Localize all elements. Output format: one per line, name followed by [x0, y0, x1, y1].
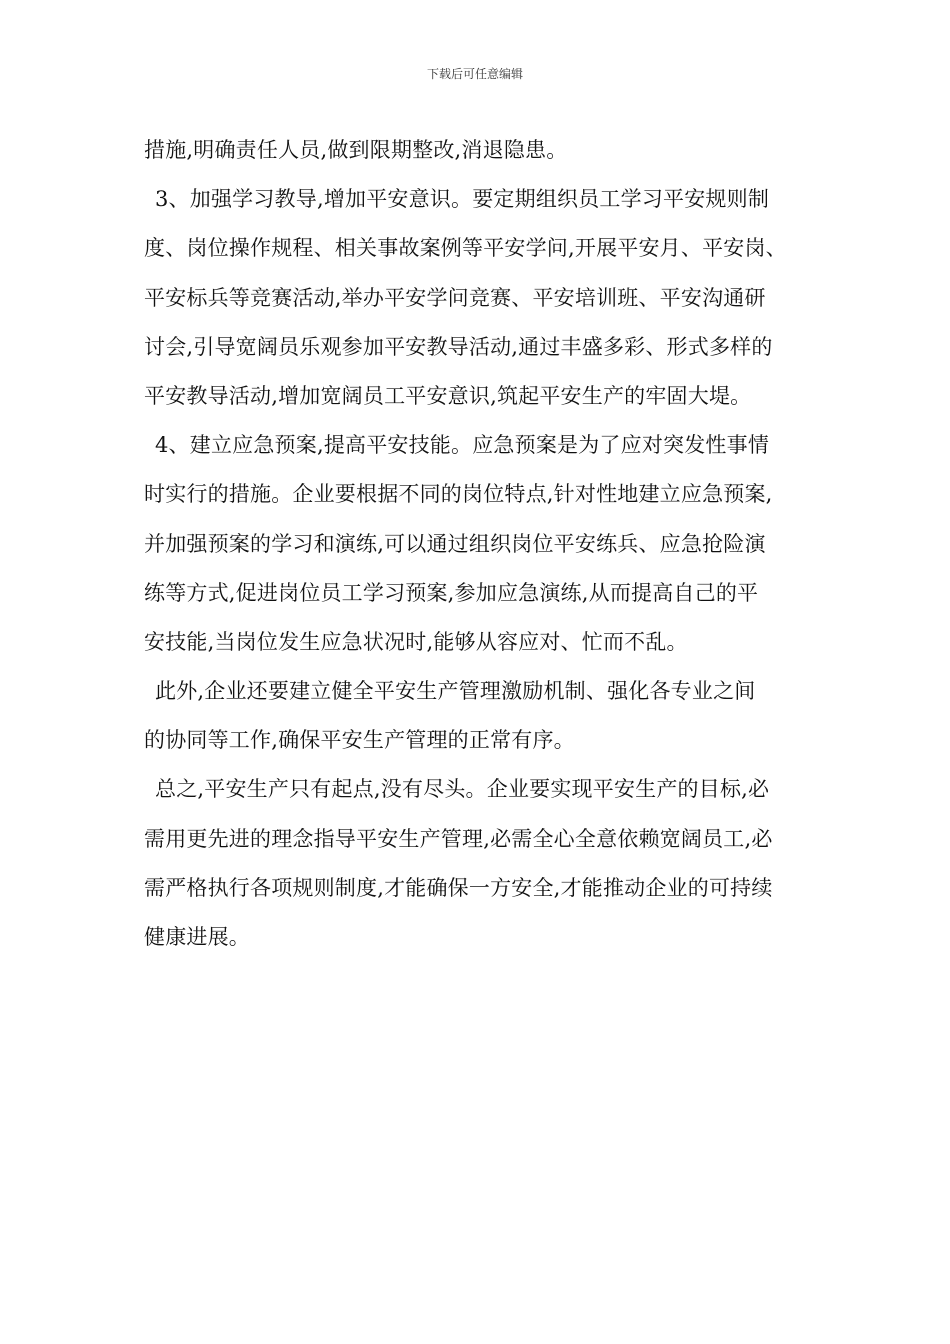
text-line: 需用更先进的理念指导平安生产管理,必需全心全意依赖宽阔员工,必	[144, 826, 773, 851]
document-body	[144, 130, 820, 966]
text-line: 4、建立应急预案,提高平安技能。应急预案是为了应对突发性事情	[155, 433, 770, 458]
text-line: 练等方式,促进岗位员工学习预案,参加应急演练,从而提高自己的平	[144, 580, 759, 605]
text-line: 的协同等工作,确保平安生产管理的正常有序。	[144, 728, 575, 753]
text-line: 总之,平安生产只有起点,没有尽头。企业要实现平安生产的目标,必	[155, 777, 770, 802]
text-line: 时实行的措施。企业要根据不同的岗位特点,针对性地建立应急预案,	[144, 482, 773, 507]
text-line: 此外,企业还要建立健全平安生产管理激励机制、强化各专业之间	[155, 679, 756, 704]
text-line: 措施,明确责任人员,做到限期整改,消退隐患。	[144, 138, 568, 162]
page-header: 下载后可任意编辑	[426, 67, 523, 81]
text-line: 需严格执行各项规则制度,才能确保一方安全,才能推动企业的可持续	[144, 875, 773, 900]
text-line: 平安教导活动,增加宽阔员工平安意识,筑起平安生产的牢固大堤。	[144, 383, 752, 408]
text-line: 安技能,当岗位发生应急状况时,能够从容应对、忙而不乱。	[144, 629, 688, 654]
text-line: 并加强预案的学习和演练,可以通过组织岗位平安练兵、应急抢险演	[144, 531, 766, 556]
text-line: 3、加强学习教导,增加平安意识。要定期组织员工学习平安规则制	[155, 187, 770, 212]
text-line: 度、岗位操作规程、相关事故案例等平安学问,开展平安月、平安岗、	[144, 236, 787, 261]
text-line: 健康进展。	[144, 925, 250, 949]
text-line: 讨会,引导宽阔员乐观参加平安教导活动,通过丰盛多彩、形式多样的	[144, 334, 773, 359]
text-line: 平安标兵等竞赛活动,举办平安学问竞赛、平安培训班、平安沟通研	[144, 285, 766, 310]
